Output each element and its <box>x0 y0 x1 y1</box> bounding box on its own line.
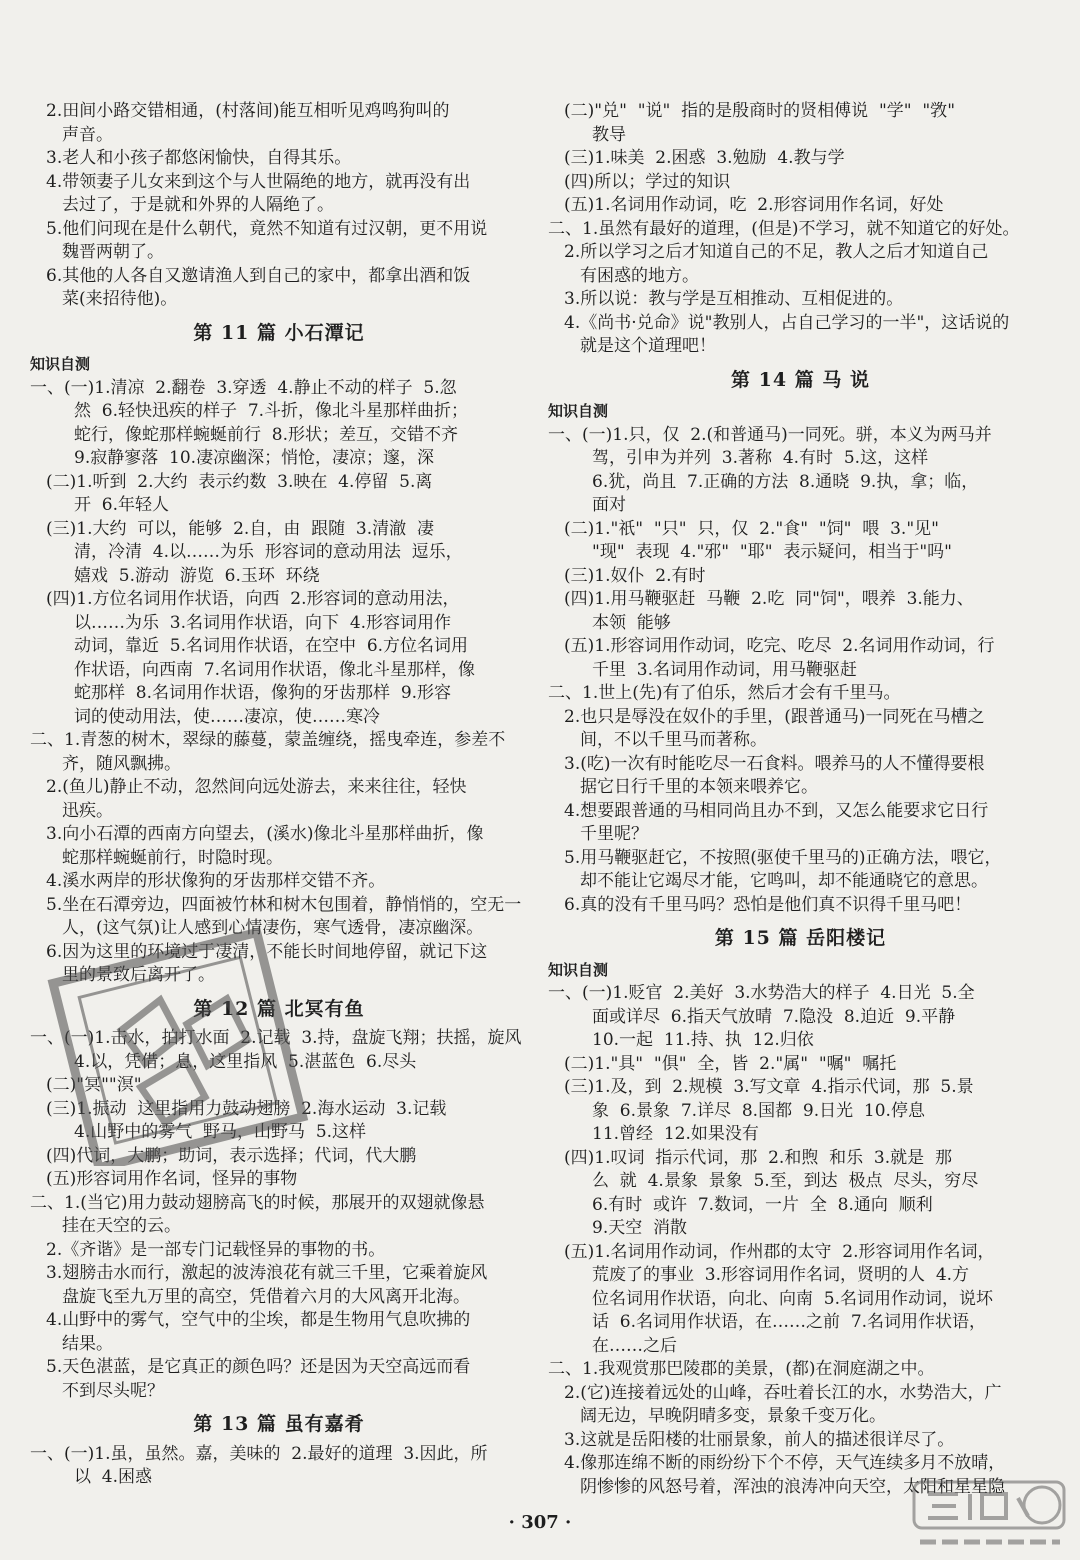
answer-line: 11.曾经 12.如果没有 <box>592 1124 759 1144</box>
answer-line: 位名词用作状语，向北、向南 5.名词用作动词，说坏 <box>592 1288 994 1309</box>
answer-line: 二、1.青葱的树木，翠绿的藤蔓，蒙盖缠绕，摇曳牵连，参差不 <box>30 730 506 750</box>
section-subheading: 知识自测 <box>548 960 609 979</box>
answer-line: (四)代词，大鹏；助词，表示选择；代词，代大鹏 <box>46 1145 417 1166</box>
section-title: 第 15 篇 岳阳楼记 <box>714 927 887 949</box>
answer-line: 一、(一)1.清凉 2.翻卷 3.穿透 4.静止不动的样子 5.忽 <box>30 377 457 398</box>
answer-line: 二、1.(当它)用力鼓动翅膀高飞的时候，那展开的双翅就像悬 <box>30 1192 485 1213</box>
answer-line: 菜(来招待他)。 <box>62 289 178 309</box>
answer-line: 在……之后 <box>592 1335 677 1356</box>
answer-line: (二)1."具" "俱" 全，皆 2."属" "嘱" 嘱托 <box>564 1053 897 1074</box>
answer-line: 2.(它)连接着远处的山峰，吞吐着长江的水，水势浩大，广 <box>564 1382 1002 1403</box>
answer-line: 5.他们问现在是什么朝代，竟然不知道有过汉朝，更不用说 <box>46 218 488 239</box>
answer-line: 么 就 4.景象 景象 5.至，到达 极点 尽头，穷尽 <box>592 1171 979 1191</box>
answer-line: 6.因为这里的环境过于凄清，不能长时间地停留，就记下这 <box>46 941 488 962</box>
answer-line: 4.带领妻子儿女来到这个与人世隔绝的地方，就再没有出 <box>46 171 471 192</box>
answer-line: 5.用马鞭驱赶它，不按照(驱使千里马的)正确方法，喂它， <box>564 847 1002 868</box>
answer-line: (二)"兑" "说" 指的是殷商时的贤相傅说 "学" "敩" <box>564 101 956 121</box>
answer-line: (三)1.大约 可以，能够 2.自，由 跟随 3.清澈 凄 <box>46 518 434 539</box>
answer-line: 挂在天空的云。 <box>62 1216 181 1236</box>
answer-line: (二)1."祇" "只" 只，仅 2."食" "饲" 喂 3."见" <box>564 518 939 539</box>
answer-line: 2.(鱼儿)静止不动，忽然间向远处游去，来来往往，轻快 <box>46 777 467 797</box>
answer-line: 面或详尽 6.指天气放晴 7.隐没 8.迫近 9.平静 <box>592 1006 956 1027</box>
answer-line: 一、(一)1.虽，虽然。嘉，美味的 2.最好的道理 3.因此，所 <box>30 1443 488 1464</box>
answer-line: 2.田间小路交错相通，(村落间)能互相听见鸡鸣狗叫的 <box>46 101 450 121</box>
answer-line: 驾，引申为并列 3.著称 4.有时 5.这，这样 <box>592 448 929 468</box>
answer-line: 清，冷清 4.以……为乐 形容词的意动用法 逗乐， <box>74 542 463 562</box>
answer-line: 却不能让它竭尽才能，它鸣叫，却不能通晓它的意思。 <box>580 871 988 891</box>
answer-line: 词的使动用法，使……凄凉，使……寒冷 <box>74 706 380 727</box>
right-column <box>548 100 1053 1499</box>
answer-line: 3.这就是岳阳楼的壮丽景象，前人的描述很详尽了。 <box>564 1429 955 1450</box>
answer-line: 4.《尚书·兑命》说"教别人，占自己学习的一半"，这话说的 <box>564 312 1010 333</box>
answer-line: 二、1.世上(先)有了伯乐，然后才会有千里马。 <box>548 683 901 703</box>
answer-line: 去过了，于是就和外界的人隔绝了。 <box>62 195 334 215</box>
answer-line: 声音。 <box>62 124 113 145</box>
answer-line: 蛇那样 8.名词用作状语，像狗的牙齿那样 9.形容 <box>74 683 452 703</box>
answer-line: 不到尽头呢？ <box>62 1380 164 1401</box>
answer-line: 作状语，向西南 7.名词用作状语，像北斗星那样，像 <box>74 659 476 680</box>
answer-line: (三)1.振动 这里指用力鼓动翅膀 2.海水运动 3.记载 <box>46 1098 447 1119</box>
answer-line: 2.《齐谐》是一部专门记载怪异的事物的书。 <box>46 1239 386 1260</box>
answer-line: 间，不以千里马而著称。 <box>580 730 767 750</box>
answer-line: 3.向小石潭的西南方向望去，(溪水)像北斗星那样曲折，像 <box>46 824 484 844</box>
answer-line: 5.天色湛蓝，是它真正的颜色吗？还是因为天空高远而看 <box>46 1357 471 1377</box>
answer-line: 以……为乐 3.名词用作状语，向下 4.形容词用作 <box>74 612 452 633</box>
answer-line: 一、(一)1.击水，拍打水面 2.记载 3.持，盘旋飞翔；扶摇，旋风 <box>30 1028 522 1048</box>
answer-line: (四)1.用马鞭驱赶 马鞭 2.吃 同"饲"，喂养 3.能力、 <box>564 589 974 609</box>
answer-line: 魏晋两朝了。 <box>62 242 164 262</box>
answer-line: (五)形容词用作名词，怪异的事物 <box>46 1169 298 1189</box>
answer-line: 5.坐在石潭旁边，四面被竹林和树木包围着，静悄悄的，空无一 <box>46 894 522 915</box>
answer-line: 4.像那连绵不断的雨纷纷下个不停，天气连续多月不放晴， <box>564 1453 1006 1473</box>
answer-line: (三)1.味美 2.困惑 3.勉励 4.教与学 <box>564 148 845 168</box>
answer-line: 有困惑的地方。 <box>580 265 699 286</box>
answer-line: 4.溪水两岸的形状像狗的牙齿那样交错不齐。 <box>46 871 386 891</box>
answer-line: (五)1.名词用作动词，吃 2.形容词用作名词，好处 <box>564 195 944 215</box>
answer-line: 一、(一)1.贬官 2.美好 3.水势浩大的样子 4.日光 5.全 <box>548 983 975 1003</box>
answer-line: "现" 表现 4."邪" "耶" 表示疑问，相当于"吗" <box>592 542 953 562</box>
answer-line: (三)1.及，到 2.规模 3.写文章 4.指示代词，那 5.景 <box>564 1077 974 1097</box>
answer-line: 10.一起 11.持、执 12.归依 <box>592 1030 814 1050</box>
answer-line: 蛇那样蜿蜒前行，时隐时现。 <box>62 847 283 868</box>
answer-line: (三)1.奴仆 2.有时 <box>564 565 706 586</box>
section-title: 第 14 篇 马 说 <box>731 368 870 391</box>
answer-line: (四)所以；学过的知识 <box>564 171 731 192</box>
answer-line: 话 6.名词用作状语，在……之前 7.名词用作状语， <box>592 1312 987 1332</box>
answer-line: 二、1.虽然有最好的道理，(但是)不学习，就不知道它的好处。 <box>548 218 1020 239</box>
answer-line: 2.也只是辱没在奴仆的手里，(跟普通马)一同死在马槽之 <box>564 706 985 727</box>
answer-line: 千里 3.名词用作动词，用马鞭驱赶 <box>592 659 858 680</box>
answer-line: 齐，随风飘拂。 <box>62 753 181 774</box>
answer-line: 2.所以学习之后才知道自己的不足，教人之后才知道自己 <box>564 242 989 262</box>
answer-line: 迅疾。 <box>62 800 113 821</box>
answer-line: 6.有时 或许 7.数词，一片 全 8.通向 顺利 <box>592 1194 933 1215</box>
answer-line: 阴惨惨的风怒号着，浑浊的浪涛冲向天空，太阳和星星隐 <box>580 1476 1005 1497</box>
answer-line: 9.天空 消散 <box>592 1218 688 1238</box>
answer-line: 一、(一)1.只，仅 2.(和普通马)一同死。骈，本义为两马并 <box>548 424 992 445</box>
answer-line: (五)1.形容词用作动词，吃完、吃尽 2.名词用作动词，行 <box>564 636 995 656</box>
answer-line: 结果。 <box>62 1333 113 1354</box>
answer-line: 动词，靠近 5.名词用作状语，在空中 6.方位名词用 <box>74 636 469 656</box>
answer-line: 3.翅膀击水而行，激起的波涛浪花有就三千里，它乘着旋风 <box>46 1263 488 1283</box>
answer-line: 本领 能够 <box>592 612 671 633</box>
answer-line: 千里呢？ <box>580 824 648 844</box>
left-column <box>30 100 528 1490</box>
section-subheading: 知识自测 <box>30 355 91 373</box>
answer-line: 就是这个道理吧！ <box>580 336 716 356</box>
answer-line: 盘旋飞至九万里的高空，凭借着六月的大风离开北海。 <box>62 1286 470 1307</box>
section-subheading: 知识自测 <box>548 402 609 420</box>
section-title: 第 12 篇 北冥有鱼 <box>193 997 365 1020</box>
answer-line: 以 4.困惑 <box>74 1467 153 1487</box>
answer-line: 4.山野中的雾气，空气中的尘埃，都是生物用气息吹拂的 <box>46 1310 471 1330</box>
answer-line: (二)"冥""溟" <box>46 1075 142 1095</box>
answer-line: 阔无边，早晚阴晴多变，景象千变万化。 <box>580 1406 886 1426</box>
answer-line: 二、1.我观赏那巴陵郡的美景，(都)在洞庭湖之中。 <box>548 1359 935 1379</box>
answer-line: (四)1.叹词 指示代词，那 2.和煦 和乐 3.就是 那 <box>564 1147 952 1168</box>
answer-line: 9.寂静寥落 10.凄凉幽深；悄怆，凄凉；邃，深 <box>74 448 435 468</box>
answer-line: 4.想要跟普通的马相同尚且办不到，又怎么能要求它日行 <box>564 800 989 821</box>
answer-line: 6.其他的人各自又邀请渔人到自己的家中，都拿出酒和饭 <box>46 265 471 286</box>
answer-line: 6.犹，尚且 7.正确的方法 8.通晓 9.执，拿；临， <box>592 471 979 492</box>
answer-line: (二)1.听到 2.大约 表示约数 3.映在 4.停留 5.离 <box>46 471 433 492</box>
answer-line: 据它日行千里的本领来喂养它。 <box>580 777 818 797</box>
answer-line: 里的景致后离开了。 <box>62 965 215 985</box>
answer-line: (四)1.方位名词用作状语，向西 2.形容词的意动用法， <box>46 589 460 609</box>
answer-line: 面对 <box>592 495 626 515</box>
answer-line: 教导 <box>592 124 626 145</box>
answer-line: 开 6.年轻人 <box>74 495 170 515</box>
section-title: 第 11 篇 小石潭记 <box>193 321 365 344</box>
answer-line: 嬉戏 5.游动 游览 6.玉环 环绕 <box>74 565 320 586</box>
answer-line: 3.(吃)一次有时能吃尽一石食料。喂养马的人不懂得要根 <box>564 753 985 774</box>
answer-line: 4.以，凭借；息，这里指风 5.湛蓝色 6.尽头 <box>74 1051 417 1072</box>
section-title: 第 13 篇 虽有嘉肴 <box>193 1413 365 1435</box>
page-number: · 307 · <box>508 1512 572 1533</box>
answer-line: 4.山野中的雾气 野马，山野马 5.这样 <box>74 1122 367 1142</box>
answer-line: 6.真的没有千里马吗？恐怕是他们真不识得千里马吧！ <box>564 894 972 915</box>
answer-line: 荒废了的事业 3.形容词用作名词，贤明的人 4.方 <box>592 1265 970 1285</box>
answer-line: 人，(这气氛)让人感到心情凄伤，寒气透骨，凄凉幽深。 <box>62 918 484 938</box>
answer-line: 3.所以说：教与学是互相推动、互相促进的。 <box>564 289 904 309</box>
answer-line: 然 6.轻快迅疾的样子 7.斗折，像北斗星那样曲折； <box>74 401 469 421</box>
answer-line: 3.老人和小孩子都悠闲愉快，自得其乐。 <box>46 148 352 168</box>
answer-line: 象 6.景象 7.详尽 8.国都 9.日光 10.停息 <box>592 1100 925 1121</box>
answer-line: 蛇行，像蛇那样蜿蜒前行 8.形状；差互，交错不齐 <box>74 424 459 445</box>
answer-line: (五)1.名词用作动词，作州郡的太守 2.形容词用作名词， <box>564 1241 995 1262</box>
